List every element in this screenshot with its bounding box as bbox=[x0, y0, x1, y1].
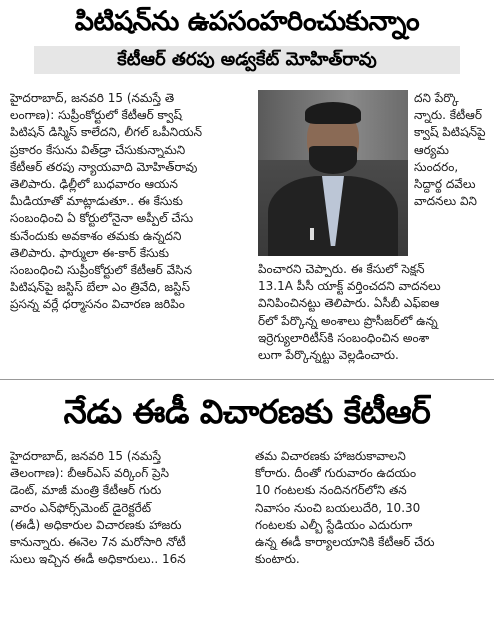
article1-left-line: లంగాణ): సుప్రీంకోర్టులో కేటీఆర్ క్వాష్ bbox=[10, 108, 183, 123]
article1-right-line: క్వాష్ పిటిషన్‌పై bbox=[414, 125, 486, 140]
article1-left-line: హైదరాబాద్, జనవరి 15 (నమస్తే తె bbox=[10, 91, 175, 105]
article2-left-column bbox=[10, 448, 242, 568]
article1-right-line: వాదనలు విని bbox=[414, 194, 477, 209]
article1-right-column bbox=[414, 90, 492, 210]
article1-left-line: పిటిషన్‌పై జస్టిస్ బేలా ఎం త్రివేది, జస్టిస్ bbox=[10, 280, 191, 295]
article1-left-line: మీడియాతో మాట్లాడుతూ.. ఈ కేసుకు bbox=[10, 194, 183, 209]
article2-left-line: కానున్నారు. ఈనెల 7న మరోసారి నోటీ bbox=[10, 534, 186, 549]
article1-left-line: కేటీఆర్ తరపు న్యాయవాది మోహిత్‌రావు bbox=[10, 159, 198, 174]
article1-bottom-right-line: ఇర్రెగ్యులారిటీస్‌కి సంబంధించిన అంశా bbox=[258, 330, 430, 345]
article1-bottom-right-line: 13.1A పీసీ యాక్ట్ వర్తించదని వాదనలు bbox=[258, 279, 441, 294]
article2-right-line: కుంటారు. bbox=[255, 552, 300, 567]
article1-bottom-right-line: ర్‌లో పేర్కొన్న అంశాలు ప్రొసీజర్‌లో ఉన్న bbox=[258, 313, 438, 328]
article2-right-line: కోరారు. దీంతో గురువారం ఉదయం bbox=[255, 466, 417, 481]
article1-left-line: సంబంధించి ఏ కోర్టులోనైనా అప్పీల్ చేసు bbox=[10, 211, 194, 226]
article2-left-line: తెలంగాణ): బీఆర్ఎస్ వర్కింగ్ ప్రెసి bbox=[10, 466, 169, 481]
article2-right-line: గంటలకు ఎల్బీ స్టేడియం ఎదురుగా bbox=[255, 517, 413, 532]
article2-headline: నేడు ఈడీ విచారణకు కేటీఆర్ bbox=[63, 392, 431, 431]
article1-left-line: పిటిషన్ డిస్మిస్ కాలేదని, లీగల్ ఒపీనియన్ bbox=[10, 125, 203, 140]
article1-subheadline: కేటీఆర్ తరపు అడ్వకేట్ మోహిత్‌రావు bbox=[34, 46, 460, 74]
article1-bottom-right-line: పించారని చెప్పారు. ఈ కేసులో సెక్షన్ bbox=[258, 262, 425, 276]
article1-left-line: ప్రకారం కేసును విత్‌డ్రా చేసుకున్నామని bbox=[10, 142, 186, 157]
article1-right-line: న్నారు. కేటీఆర్ bbox=[414, 108, 482, 123]
article2-left-line: డెంట్, మాజీ మంత్రి కేటీఆర్ గురు bbox=[10, 483, 162, 498]
article2-left-line: సులు ఇచ్చిన ఈడీ అధికారులు.. 16న bbox=[10, 552, 186, 567]
article1-right-line: సిద్ధార్థ దవేలు bbox=[414, 176, 476, 191]
article1-bottom-right-column bbox=[258, 261, 492, 364]
article1-left-line: సంబంధించి సుప్రీంకోర్టులో కేటీఆర్ వేసిన bbox=[10, 262, 192, 277]
article2-right-line: ఉన్న ఈడీ కార్యాలయానికి కేటీఆర్ చేరు bbox=[255, 534, 435, 549]
article1-right-line: దని పేర్కొ bbox=[414, 91, 459, 105]
article2-right-line: 10 గంటలకు నందినగర్‌లోని తన bbox=[255, 483, 407, 498]
article1-left-line: తెలిపారు. ఢిల్లీలో బుధవారం ఆయన bbox=[10, 176, 178, 191]
article1-headline: పిటిషన్‌ను ఉపసంహరించుకున్నాం bbox=[74, 6, 420, 37]
article1-bottom-right-line: వినిపించినట్టు తెలిపారు. ఏసీబీ ఎఫ్ఐఆ bbox=[258, 296, 440, 311]
article2-left-line: వారం ఎన్‌ఫోర్స్‌మెంట్ డైరెక్టరేట్ bbox=[10, 500, 152, 515]
article2-left-line: హైదరాబాద్, జనవరి 15 (నమస్తే bbox=[10, 449, 162, 463]
article2-left-line: (ఈడీ) అధికారుల విచారణకు హాజరు bbox=[10, 517, 182, 532]
article2-right-line: నివాసం నుంచి బయలుదేరి, 10.30 bbox=[255, 500, 421, 515]
mohit-rao-photo bbox=[258, 90, 408, 256]
article2-right-line: తమ విచారణకు హాజరుకావాలని bbox=[255, 449, 406, 463]
article1-right-line: ఆర్యమ bbox=[414, 142, 449, 157]
article1-left-line: కునేందుకు అవకాశం తమకు ఉన్నదని bbox=[10, 228, 182, 243]
article-divider bbox=[0, 379, 494, 380]
article1-right-line: సుందరం, bbox=[414, 159, 459, 174]
article1-left-column bbox=[10, 90, 253, 313]
article1-bottom-right-line: లుగా పేర్కొన్నట్టు వెల్లడించారు. bbox=[258, 347, 399, 362]
article2-right-column bbox=[255, 448, 492, 568]
article1-left-line: ప్రసన్న వర్లే ధర్మాసనం విచారణ జరిపిం bbox=[10, 297, 185, 312]
article1-left-line: తెలిపారు. ఫార్ములా ఈ-కార్ కేసుకు bbox=[10, 245, 170, 260]
